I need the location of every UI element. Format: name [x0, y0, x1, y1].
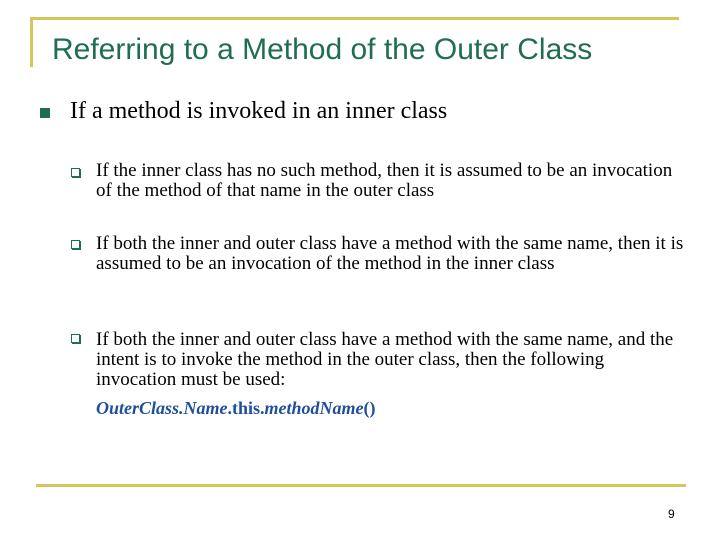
slide-title: Referring to a Method of the Outer Class [52, 33, 593, 66]
page-number: 9 [668, 507, 675, 521]
hollow-square-bullet-icon [71, 334, 80, 343]
sub-bullet-text-3: If both the inner and outer class have a method with the same name, and the intent is to invoke the method in the outer class, then the following invocation must be used: [96, 329, 674, 390]
hollow-square-bullet-icon [71, 168, 80, 177]
code-method-name: methodName [264, 398, 364, 418]
main-bullet-text: If a method is invoked in an inner class [70, 98, 448, 124]
code-example [96, 398, 376, 419]
code-parens: () [363, 398, 376, 418]
header-frame-left [30, 17, 33, 67]
footer-divider [36, 484, 686, 487]
square-bullet-icon [40, 108, 50, 118]
sub-bullet-text-2: If both the inner and outer class have a method with the same name, then it is assumed to be an invocation of the method in the inner class [96, 233, 684, 274]
hollow-square-bullet-icon [71, 240, 80, 249]
code-outer-class-name: OuterClass.Name [96, 398, 228, 418]
header-frame-top [30, 17, 679, 20]
sub-bullet-text-1: If the inner class has no such method, then it is assumed to be an invocation of the method of that name in the outer class [96, 160, 673, 201]
code-this: .this. [227, 398, 265, 418]
